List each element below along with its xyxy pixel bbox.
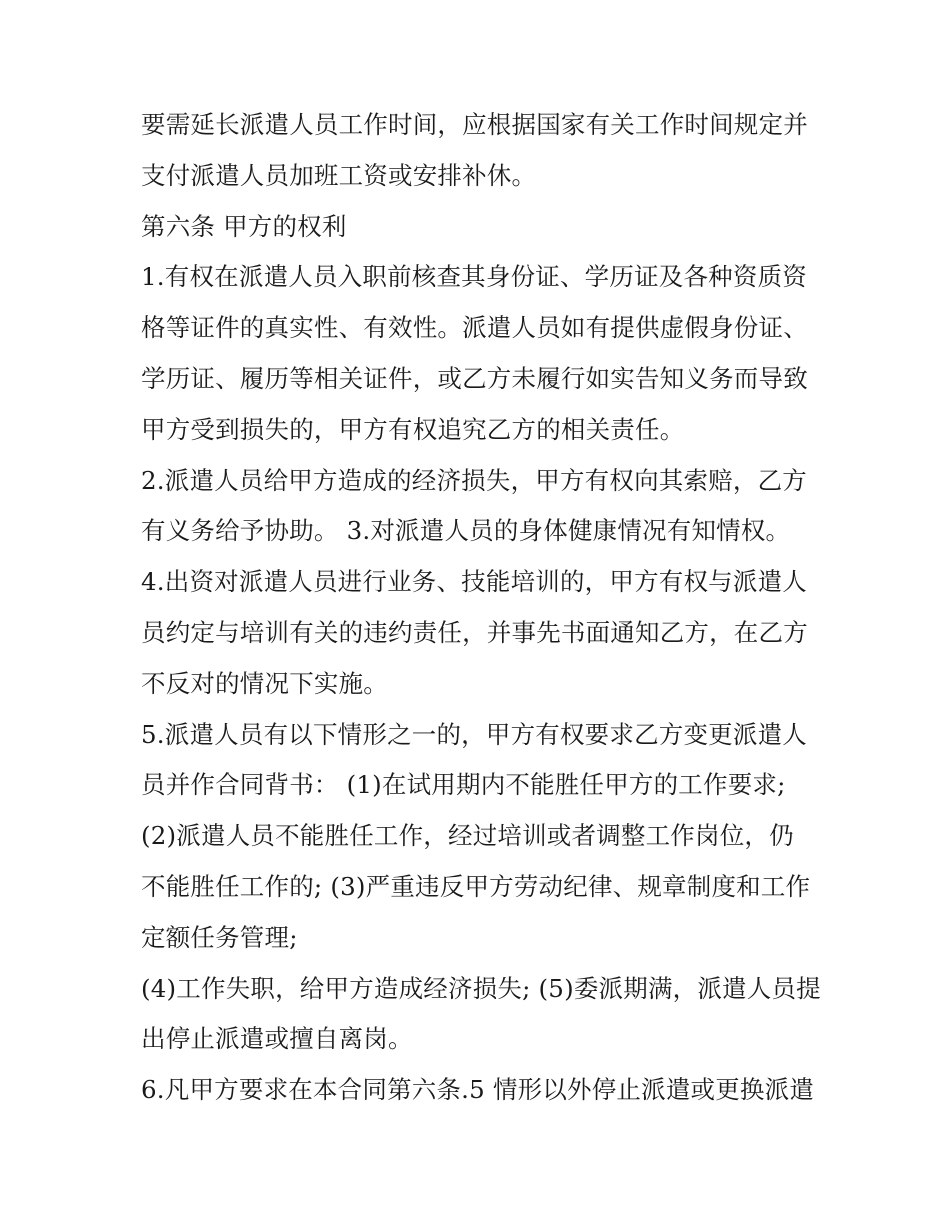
text-line: 出停止派遣或擅自离岗。 <box>141 1024 413 1054</box>
text-line: 格等证件的真实性、有效性。派遣人员如有提供虚假身份证、 <box>141 313 808 343</box>
text-line: 1.有权在派遣人员入职前核查其身份证、学历证及各种资质资 <box>141 262 807 292</box>
text-line: 2.派遣人员给甲方造成的经济损失，甲方有权向其索赔，乙方 <box>141 465 807 495</box>
text-line: 员并作合同背书： (1)在试用期内不能胜任甲方的工作要求; <box>141 770 786 800</box>
text-line: 5.派遣人员有以下情形之一的，甲方有权要求乙方变更派遣人 <box>141 719 807 749</box>
text-line: (4)工作失职，给甲方造成经济损失; (5)委派期满，派遣人员提 <box>141 973 821 1003</box>
text-line: 支付派遣人员加班工资或安排补休。 <box>141 160 537 190</box>
text-line: 6.凡甲方要求在本合同第六条.5 情形以外停止派遣或更换派遣 <box>141 1075 815 1105</box>
text-line: (2)派遣人员不能胜任工作，经过培训或者调整工作岗位，仍 <box>141 821 794 851</box>
text-line: 不能胜任工作的; (3)严重违反甲方劳动纪律、规章制度和工作 <box>141 871 811 901</box>
text-line: 不反对的情况下实施。 <box>141 668 388 698</box>
section-heading: 第六条 甲方的权利 <box>141 211 347 241</box>
text-line: 学历证、履历等相关证件，或乙方未履行如实告知义务而导致 <box>141 363 808 393</box>
contract-text-body <box>141 100 821 1116</box>
text-line: 要需延长派遣人员工作时间，应根据国家有关工作时间规定并 <box>141 110 808 139</box>
text-line: 4.出资对派遣人员进行业务、技能培训的，甲方有权与派遣人 <box>141 567 807 597</box>
text-line: 定额任务管理; <box>141 922 298 952</box>
text-line: 员约定与培训有关的违约责任，并事先书面通知乙方，在乙方 <box>141 617 808 647</box>
text-line: 甲方受到损失的，甲方有权追究乙方的相关责任。 <box>141 414 685 444</box>
text-line: 有义务给予协助。 3.对派遣人员的身体健康情况有知情权。 <box>141 516 791 546</box>
